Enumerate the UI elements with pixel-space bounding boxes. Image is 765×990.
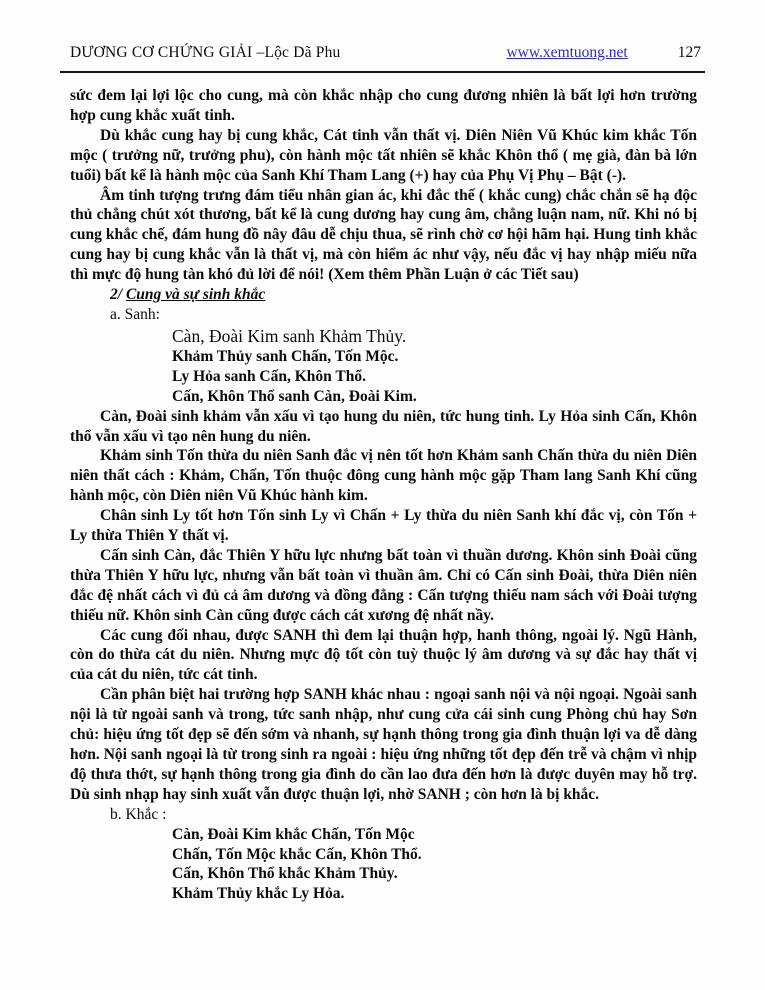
section-number: 2/ bbox=[110, 286, 123, 304]
page-body bbox=[70, 86, 697, 904]
paragraph-can-doai: Càn, Đoài sinh khảm vẫn xấu vì tạo hung du niên, tức hung tinh. Ly Hỏa sinh Cấn, Khôn thổ vẫn xấu vì tạo nên hung du niên. bbox=[70, 407, 697, 445]
khac-line: Chấn, Tốn Mộc khắc Cấn, Khôn Thổ. bbox=[172, 845, 422, 863]
sanh-line: Khảm Thủy sanh Chấn, Tốn Mộc. bbox=[172, 347, 399, 365]
khac-line: Càn, Đoài Kim khắc Chấn, Tốn Mộc bbox=[172, 825, 415, 843]
paragraph-continuation: sức đem lại lợi lộc cho cung, mà còn khắc nhập cho cung đương nhiên là bất lợi hơn trường hợp cung khắc xuất tinh. bbox=[70, 87, 697, 124]
paragraph-chan-sinh: Chân sinh Ly tốt hơn Tốn sinh Ly vì Chấn + Ly thừa du niên Sanh khí đắc vị, còn Tốn + Ly thừa Thiên Y thất vị. bbox=[70, 507, 697, 545]
page-number: 127 bbox=[677, 44, 701, 61]
paragraph-cac-cung: Các cung đối nhau, được SANH thì đem lại thuận hợp, hanh thông, ngoài lý. Ngũ Hành, còn do thừa cát du niên. Nhưng mực độ tốt còn tuỳ thuộc lý âm dương và sự đắc hay thất vị của cát du niên, tức cát tinh. bbox=[70, 626, 697, 684]
paragraph-can-phan-biet: Cần phân biệt hai trường hợp SANH khác nhau : ngoại sanh nội và nội ngoại. Ngoài sanh nội là từ ngoài sanh và trong, tức sanh nhập, như cung cửa cái sinh cung Phòng chủ hay Sơn chủ: hiệu ứng tốt đẹp sẽ đến sớm và nhanh, sự hạnh thông trong gia đình thuận lợi va dễ dàng hơn. Nội sanh ngoại là từ trong sinh ra ngoài : hiệu ứng những tốt đẹp đến trễ và chậm vì nhịp độ thưa thớt, sự hạnh thông trong gia đình do cần lao đưa đến hơn là được duyên may hỗ trợ. Dù sinh nhạp hay sinh xuất vẫn được thuận lợi, nhờ SANH ; còn hơn là bị khắc. bbox=[70, 686, 697, 803]
section-heading bbox=[70, 285, 697, 305]
khac-line: Khảm Thủy khắc Ly Hỏa. bbox=[172, 885, 345, 903]
website-link[interactable]: www.xemtuong.net bbox=[506, 44, 628, 61]
khac-line: Cấn, Khôn Thổ khắc Khảm Thủy. bbox=[172, 865, 398, 883]
paragraph-du-khac: Dù khắc cung hay bị cung khắc, Cát tinh vẫn thất vị. Diên Niên Vũ Khúc kim khắc Tốn mộc ( trưởng nữ, trưởng phu), còn hành mộc tất nhiên sẽ khắc Khôn thổ ( mẹ già, đàn bà lớn tuổi) bất kể là hành mộc của Sanh Khí Tham Lang (+) hay của Phụ Vị Phụ – Bật (-). bbox=[70, 126, 697, 184]
sanh-line: Càn, Đoài Kim sanh Khảm Thủy. bbox=[172, 325, 407, 346]
book-title: DƯƠNG CƠ CHỨNG GIẢI –Lộc Dã Phu bbox=[70, 44, 341, 61]
paragraph-kham-sinh: Khảm sinh Tốn thừa du niên Sanh đắc vị nên tốt hơn Khảm sanh Chấn thừa du niên Diên niên thất cách : Khảm, Chấn, Tốn thuộc đông cung hành mộc gặp Tham lang Sanh Khí cũng hành mộc, còn Diên niên Vũ Khúc hành kim. bbox=[70, 447, 697, 505]
sanh-label: a. Sanh: bbox=[110, 305, 160, 323]
khac-label: b. Khắc : bbox=[110, 805, 167, 823]
paragraph-am-tinh: Âm tinh tượng trưng đám tiểu nhân gian ác, khi đắc thế ( khắc cung) chắc chắn sẽ hạ độc thủ chẳng chút xót thương, bất kể là cung dương hay cung âm, chẳng luận nam, nữ. Khi nó bị cung khắc chế, đám hung đồ nây đâu dễ chịu thua, sẽ rình chờ cơ hội hãm hại. Hung tinh khắc cung hay bị cung khắc vẫn là thất vị, mà còn hiểm ác như vậy, nếu đắc vị hay nhập miếu nữa thì mực độ hung tàn khó đủ lời để nói! (Xem thêm Phần Luận ở các Tiết sau) bbox=[70, 186, 697, 284]
page-header bbox=[60, 0, 705, 73]
sanh-line: Cấn, Khôn Thổ sanh Càn, Đoài Kim. bbox=[172, 387, 417, 405]
section-title: Cung và sự sinh khắc bbox=[125, 286, 266, 304]
khac-list bbox=[172, 825, 697, 905]
paragraph-can-sinh: Cấn sinh Càn, đắc Thiên Y hữu lực nhưng bất toàn vì thuần dương. Khôn sinh Đoài cũng thừa Thiên Y hữu lực, nhưng vẫn bất toàn vì thuần âm. Chỉ có Cấn sinh Đoài, thừa Diên niên đắc đệ nhất cách vì đủ cả âm dương và đồng đẳng : Cấn tượng thiếu nam sách với Đoài tượng thiếu nữ. Khôn sinh Càn cũng được cách cát xương đệ nhất nầy. bbox=[70, 546, 697, 624]
sanh-line: Ly Hỏa sanh Cấn, Khôn Thổ. bbox=[172, 367, 366, 385]
sanh-list bbox=[172, 325, 697, 407]
